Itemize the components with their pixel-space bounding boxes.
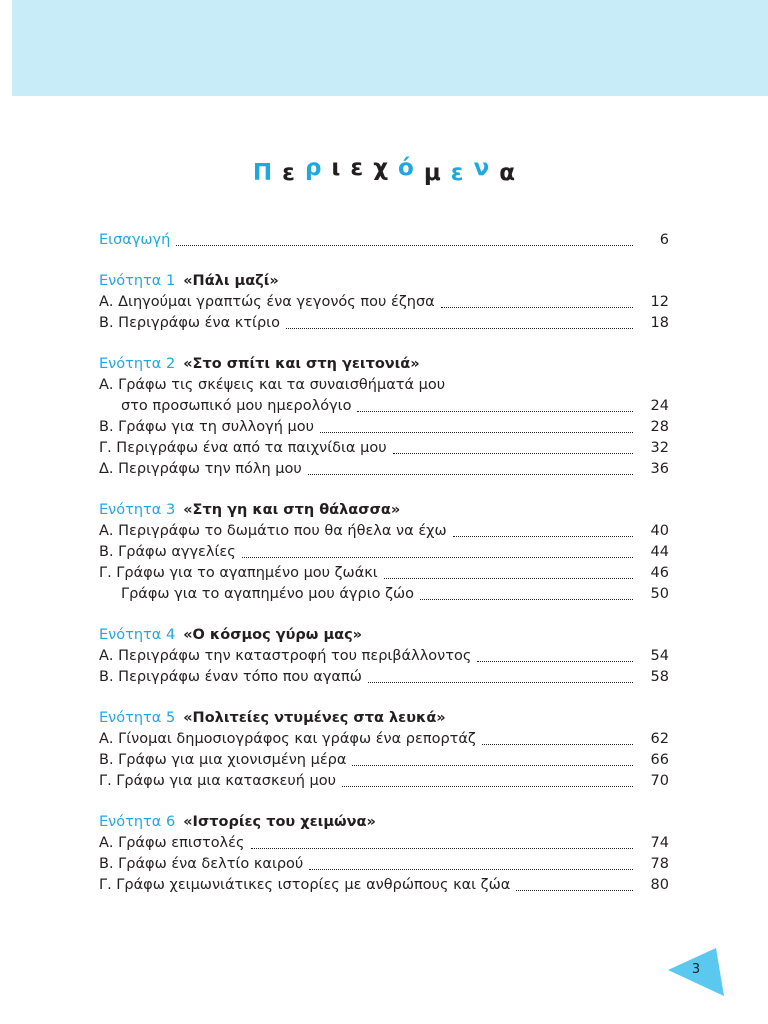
section-unit: Ενότητα 5 [99,710,176,726]
dot-leader [242,557,633,558]
section-name: «Πάλι μαζί» [183,273,279,289]
toc-entry-page: 54 [650,648,669,664]
toc-entry-label: Β. Περιγράφω έναν τόπο που αγαπώ [99,669,362,685]
toc-entry-label: Γράφω για το αγαπημένο μου άγριο ζώο [121,586,415,602]
section-gap [99,480,669,500]
title-letter: μ [423,160,441,186]
title-letter: α [499,160,516,186]
toc-entry-page: 66 [650,752,669,768]
section-name: «Ιστορίες του χειμώνα» [183,814,376,830]
title-letter: ι [331,155,341,181]
toc-entry[interactable] [99,563,669,584]
toc-entry-label: Β. Γράφω ένα δελτίο καιρού [99,856,304,872]
title-letter: ν [473,155,490,181]
dot-leader [286,328,633,329]
dot-leader [352,765,633,766]
section-name: «Πολιτείες ντυμένες στα λευκά» [183,710,446,726]
toc-entry-page: 58 [650,669,669,685]
toc-entry-label: Δ. Περιγράφω την πόλη μου [99,461,302,477]
section-heading[interactable] [99,500,669,521]
section-gap [99,251,669,271]
toc-entry[interactable] [99,667,669,688]
toc-entry-label: Γ. Γράφω για το αγαπημένο μου ζωάκι [99,565,378,581]
toc-entry-label: Γ. Περιγράφω ένα από τα παιχνίδια μου [99,440,387,456]
section-heading[interactable] [99,271,669,292]
page-title [0,155,768,186]
toc-entry[interactable] [99,854,669,875]
dot-leader [420,599,633,600]
title-letter: ε [450,160,464,186]
section-name: «Στη γη και στη θάλασσα» [183,502,401,518]
section-heading[interactable] [99,812,669,833]
dot-leader [251,848,634,849]
toc-entry[interactable] [99,750,669,771]
title-letter: ρ [304,155,322,181]
table-of-contents [99,230,669,896]
section-gap [99,334,669,354]
page-number: 3 [691,962,701,977]
toc-entry-page: 74 [650,835,669,851]
dot-leader [309,869,633,870]
toc-entry-label: Α. Γράφω τις σκέψεις και τα συναισθήματά μου [99,377,446,393]
toc-entry[interactable] [99,833,669,854]
section-name: «Στο σπίτι και στη γειτονιά» [183,356,420,372]
toc-entry[interactable] [99,542,669,563]
dot-leader [516,890,633,891]
dot-leader [342,786,633,787]
dot-leader [368,682,633,683]
toc-entry-label: Α. Διηγούμαι γραπτώς ένα γεγονός που έζησα [99,294,435,310]
dot-leader [357,411,633,412]
toc-entry-page: 6 [659,232,669,248]
section-heading[interactable] [99,708,669,729]
toc-entry[interactable] [99,646,669,667]
dot-leader [176,245,633,246]
toc-entry[interactable] [99,729,669,750]
toc-entry-page: 46 [650,565,669,581]
toc-entry-label: Α. Γράφω επιστολές [99,835,245,851]
section-unit: Ενότητα 6 [99,814,176,830]
toc-entry-intro[interactable] [99,230,669,251]
toc-entry-page: 50 [650,586,669,602]
toc-entry-label: στο προσωπικό μου ημερολόγιο [121,398,352,414]
dot-leader [384,578,633,579]
title-letter: χ [373,155,389,181]
toc-entry-label: Β. Γράφω για τη συλλογή μου [99,419,314,435]
toc-entry-page: 62 [650,731,669,747]
toc-entry[interactable] [99,417,669,438]
toc-entry-page: 18 [650,315,669,331]
dot-leader [453,536,633,537]
section-heading[interactable] [99,625,669,646]
dot-leader [482,744,633,745]
section-gap [99,605,669,625]
toc-entry[interactable] [99,438,669,459]
toc-entry[interactable] [99,875,669,896]
section-heading[interactable] [99,354,669,375]
toc-entry-label: Γ. Γράφω χειμωνιάτικες ιστορίες με ανθρώπους και ζώα [99,877,511,893]
toc-entry-page: 40 [650,523,669,539]
toc-entry-label: Γ. Γράφω για μια κατασκευή μου [99,773,337,789]
section-unit: Ενότητα 4 [99,627,176,643]
dot-leader [477,661,633,662]
toc-entry[interactable] [99,584,669,605]
title-letter: Π [252,160,273,186]
toc-entry[interactable] [99,375,669,396]
title-letter: ε [350,155,364,181]
title-letter: ε [282,160,295,186]
dot-leader [308,474,633,475]
section-gap [99,688,669,708]
toc-entry-label: Β. Γράφω για μια χιονισμένη μέρα [99,752,347,768]
toc-entry-page: 70 [650,773,669,789]
toc-entry[interactable] [99,396,669,417]
section-name: «Ο κόσμος γύρω μας» [183,627,363,643]
toc-entry[interactable] [99,292,669,313]
toc-entry-page: 28 [650,419,669,435]
toc-sections [99,251,669,896]
section-unit: Ενότητα 2 [99,356,176,372]
toc-entry-page: 44 [650,544,669,560]
top-color-band [12,0,768,96]
toc-entry-label: Α. Γίνομαι δημοσιογράφος και γράφω ένα ρεπορτάζ [99,731,476,747]
section-unit: Ενότητα 1 [99,273,176,289]
dot-leader [441,307,633,308]
toc-entry-label: Α. Περιγράφω το δωμάτιο που θα ήθελα να έχω [99,523,447,539]
dot-leader [393,453,633,454]
section-unit: Ενότητα 3 [99,502,176,518]
toc-entry-page: 12 [650,294,669,310]
toc-entry[interactable] [99,521,669,542]
toc-entry[interactable] [99,459,669,480]
toc-entry-page: 24 [650,398,669,414]
toc-entry[interactable] [99,771,669,792]
toc-entry-label: Α. Περιγράφω την καταστροφή του περιβάλλοντος [99,648,472,664]
toc-entry-label: Εισαγωγή [99,232,171,248]
toc-entry-page: 36 [650,461,669,477]
toc-entry-page: 32 [650,440,669,456]
toc-entry-page: 78 [650,856,669,872]
toc-entry-label: Β. Περιγράφω ένα κτίριο [99,315,280,331]
toc-entry[interactable] [99,313,669,334]
toc-entry-label: Β. Γράφω αγγελίες [99,544,236,560]
section-gap [99,792,669,812]
title-letter: ό [398,155,414,181]
dot-leader [320,432,633,433]
toc-entry-page: 80 [650,877,669,893]
